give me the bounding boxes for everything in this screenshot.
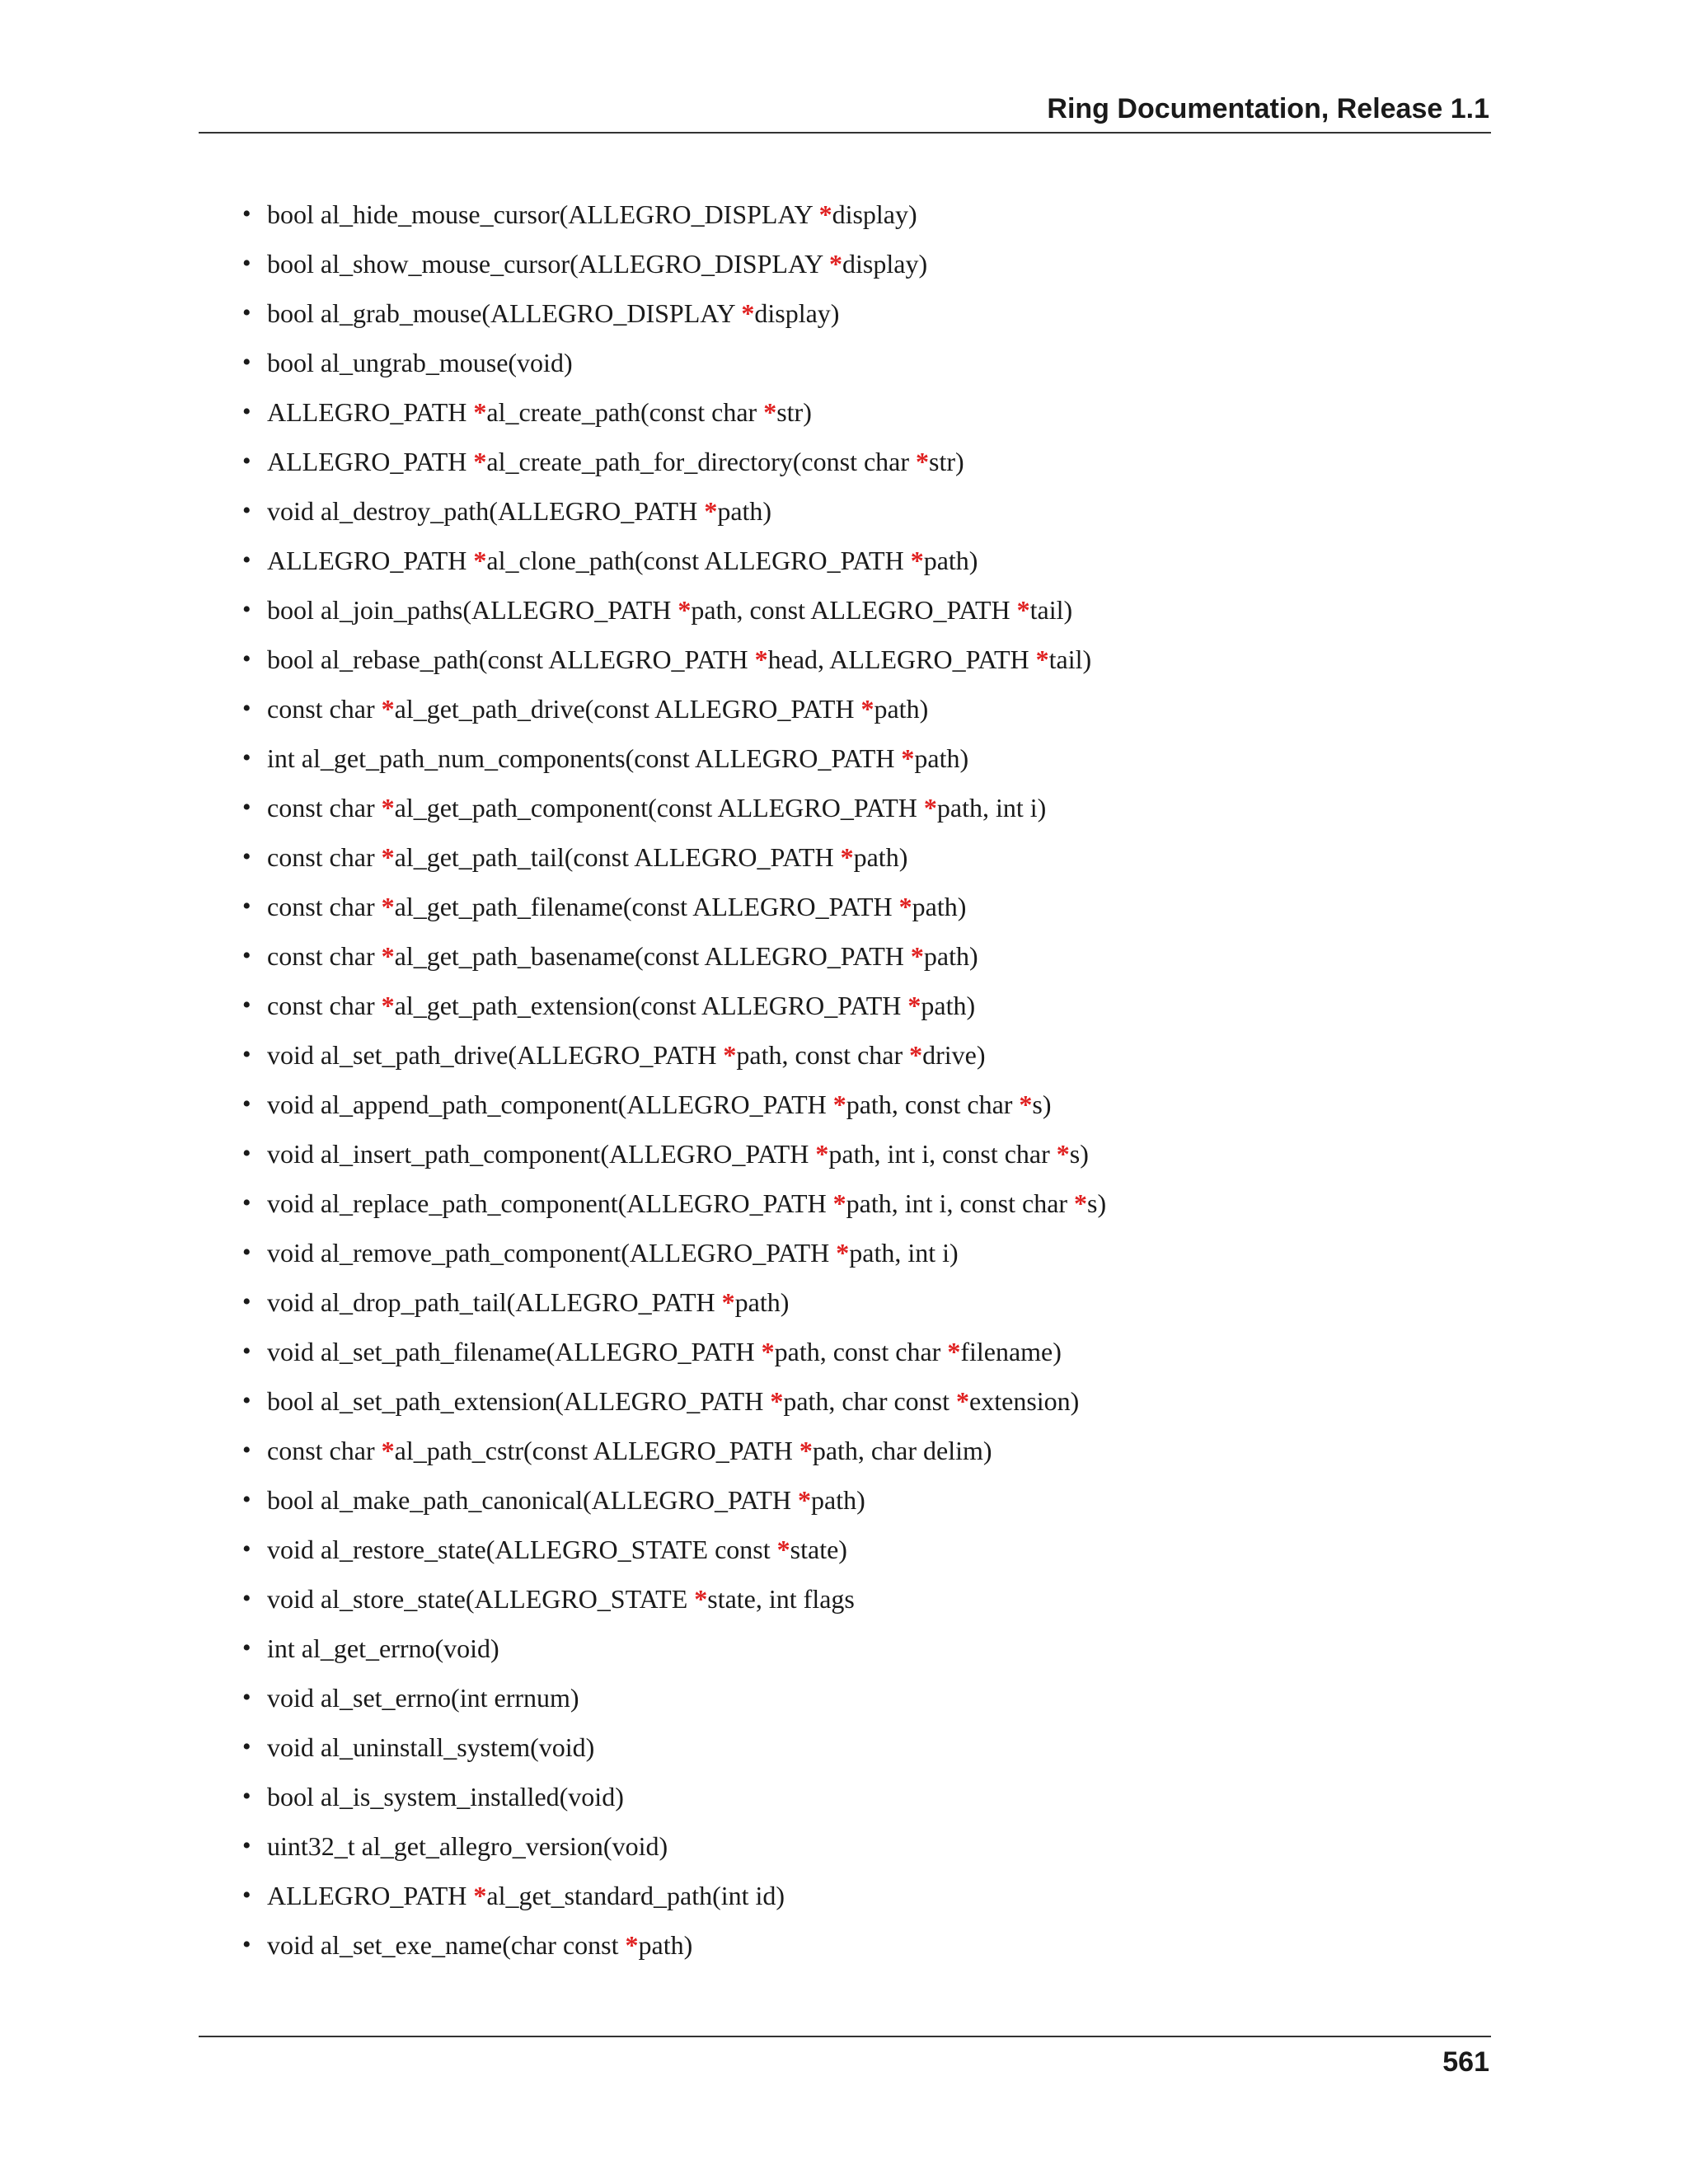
- function-signature: [267, 338, 573, 387]
- function-signature: [267, 1525, 847, 1574]
- pointer-asterisk: *: [678, 595, 692, 625]
- signature-text: al_get_path_tail(const ALLEGRO_PATH: [394, 842, 841, 872]
- bullet-icon: •: [242, 744, 251, 771]
- signature-text: tail): [1029, 595, 1073, 625]
- bullet-icon: •: [242, 546, 251, 574]
- signature-text: void al_uninstall_system(void): [267, 1732, 595, 1762]
- bullet-icon: •: [242, 1733, 251, 1760]
- function-signature: [267, 1277, 789, 1327]
- signature-text: display): [754, 298, 840, 328]
- pointer-asterisk: *: [923, 793, 937, 823]
- signature-text: void al_drop_path_tail(ALLEGRO_PATH: [267, 1287, 722, 1317]
- function-signature: [267, 1327, 1062, 1376]
- pointer-asterisk: *: [832, 1188, 846, 1218]
- signature-text: bool al_make_path_canonical(ALLEGRO_PATH: [267, 1485, 799, 1515]
- pointer-asterisk: *: [829, 249, 843, 279]
- signature-text: al_get_standard_path(int id): [486, 1881, 785, 1910]
- bullet-icon: •: [242, 1931, 251, 1958]
- signature-text: extension): [969, 1386, 1080, 1416]
- bullet-icon: •: [242, 596, 251, 623]
- pointer-asterisk: *: [1019, 1090, 1033, 1119]
- bullet-icon: •: [242, 1634, 251, 1661]
- bullet-icon: •: [242, 695, 251, 722]
- bullet-icon: •: [242, 942, 251, 969]
- signature-text: uint32_t al_get_allegro_version(void): [267, 1831, 668, 1861]
- signature-text: path, int i, const char: [846, 1188, 1075, 1218]
- signature-text: const char: [267, 842, 382, 872]
- signature-text: al_get_path_drive(const ALLEGRO_PATH: [394, 694, 861, 724]
- signature-text: path, int i): [849, 1238, 959, 1268]
- function-signature: [267, 239, 927, 288]
- bullet-icon: •: [242, 250, 251, 277]
- bullet-icon: •: [242, 497, 251, 524]
- pointer-asterisk: *: [704, 496, 718, 526]
- bullet-icon: •: [242, 1041, 251, 1068]
- function-signature: [267, 1624, 499, 1673]
- bullet-icon: •: [242, 1436, 251, 1464]
- pointer-asterisk: *: [916, 447, 930, 476]
- page-header: [199, 92, 1491, 134]
- function-signature: [267, 1821, 668, 1871]
- signature-text: bool al_ungrab_mouse(void): [267, 348, 573, 377]
- signature-text: path): [853, 842, 908, 872]
- function-signature: [267, 1871, 785, 1920]
- signature-text: bool al_grab_mouse(ALLEGRO_DISPLAY: [267, 298, 742, 328]
- bullet-icon: •: [242, 448, 251, 475]
- pointer-asterisk: *: [860, 694, 874, 724]
- signature-text: void al_set_errno(int errnum): [267, 1683, 579, 1713]
- pointer-asterisk: *: [909, 1040, 923, 1070]
- function-signature: [267, 190, 917, 239]
- function-signature: [267, 1376, 1079, 1426]
- signature-text: const char: [267, 892, 382, 921]
- function-signature: [267, 1920, 692, 1970]
- function-signature: [267, 981, 975, 1030]
- signature-text: path): [921, 991, 976, 1020]
- pointer-asterisk: *: [473, 447, 487, 476]
- function-signature: [267, 585, 1072, 635]
- function-signature: [267, 783, 1046, 832]
- signature-text: path): [811, 1485, 865, 1515]
- function-signature: [267, 387, 812, 437]
- signature-text: void al_remove_path_component(ALLEGRO_PATH: [267, 1238, 837, 1268]
- signature-text: bool al_join_paths(ALLEGRO_PATH: [267, 595, 678, 625]
- signature-text: void al_replace_path_component(ALLEGRO_PATH: [267, 1188, 833, 1218]
- signature-text: const char: [267, 793, 382, 823]
- function-signature: [267, 1426, 992, 1475]
- bullet-icon: •: [242, 1832, 251, 1859]
- pointer-asterisk: *: [898, 892, 912, 921]
- bullet-icon: •: [242, 349, 251, 376]
- signature-text: path): [638, 1930, 693, 1960]
- signature-text: al_get_path_basename(const ALLEGRO_PATH: [394, 941, 911, 971]
- pointer-asterisk: *: [956, 1386, 970, 1416]
- pointer-asterisk: *: [381, 941, 395, 971]
- bullet-icon: •: [242, 200, 251, 227]
- bullet-icon: •: [242, 991, 251, 1019]
- signature-text: path): [874, 694, 929, 724]
- signature-text: head, ALLEGRO_PATH: [767, 644, 1036, 674]
- bullet-icon: •: [242, 893, 251, 920]
- function-signature: [267, 1574, 855, 1624]
- signature-text: const char: [267, 1436, 382, 1465]
- pointer-asterisk: *: [832, 1090, 846, 1119]
- signature-text: filename): [960, 1337, 1062, 1366]
- signature-text: path, const char: [736, 1040, 910, 1070]
- signature-text: state, int flags: [707, 1584, 855, 1614]
- pointer-asterisk: *: [1035, 644, 1049, 674]
- pointer-asterisk: *: [754, 644, 768, 674]
- bullet-icon: •: [242, 1090, 251, 1118]
- signature-text: s): [1069, 1139, 1089, 1169]
- pointer-asterisk: *: [473, 1881, 487, 1910]
- bullet-icon: •: [242, 1338, 251, 1365]
- page-number: 561: [1442, 2046, 1489, 2078]
- signature-text: void al_set_path_drive(ALLEGRO_PATH: [267, 1040, 724, 1070]
- function-signature: [267, 1129, 1089, 1179]
- pointer-asterisk: *: [947, 1337, 961, 1366]
- signature-text: path): [734, 1287, 790, 1317]
- signature-text: display): [842, 249, 928, 279]
- signature-text: path): [923, 941, 978, 971]
- pointer-asterisk: *: [381, 991, 395, 1020]
- pointer-asterisk: *: [381, 842, 395, 872]
- signature-text: path, const ALLEGRO_PATH: [691, 595, 1017, 625]
- function-signature: [267, 1030, 986, 1080]
- function-signature: [267, 882, 966, 931]
- function-signature: [267, 635, 1091, 684]
- pointer-asterisk: *: [381, 1436, 395, 1465]
- pointer-asterisk: *: [721, 1287, 735, 1317]
- signature-text: drive): [922, 1040, 986, 1070]
- pointer-asterisk: *: [836, 1238, 850, 1268]
- signature-text: void al_append_path_component(ALLEGRO_PATH: [267, 1090, 833, 1119]
- function-signature: [267, 684, 928, 733]
- signature-text: path, const char: [774, 1337, 948, 1366]
- pointer-asterisk: *: [818, 199, 832, 229]
- pointer-asterisk: *: [473, 546, 487, 575]
- pointer-asterisk: *: [625, 1930, 639, 1960]
- signature-text: path): [923, 546, 978, 575]
- pointer-asterisk: *: [799, 1436, 813, 1465]
- signature-text: al_create_path(const char: [486, 397, 764, 427]
- pointer-asterisk: *: [473, 397, 487, 427]
- bullet-icon: •: [242, 1783, 251, 1810]
- signature-text: al_get_path_component(const ALLEGRO_PATH: [394, 793, 924, 823]
- signature-text: path): [717, 496, 772, 526]
- signature-text: path): [914, 743, 969, 773]
- pointer-asterisk: *: [381, 793, 395, 823]
- function-signature: [267, 1475, 865, 1525]
- signature-text: state): [790, 1535, 847, 1564]
- bullet-icon: •: [242, 1239, 251, 1266]
- signature-text: void al_insert_path_component(ALLEGRO_PATH: [267, 1139, 816, 1169]
- function-signature: [267, 437, 964, 486]
- signature-text: tail): [1048, 644, 1092, 674]
- signature-text: al_create_path_for_directory(const char: [486, 447, 917, 476]
- signature-text: al_get_path_filename(const ALLEGRO_PATH: [394, 892, 899, 921]
- bullet-icon: •: [242, 645, 251, 673]
- signature-text: path, const char: [846, 1090, 1020, 1119]
- signature-text: const char: [267, 941, 382, 971]
- signature-text: str): [776, 397, 812, 427]
- signature-text: display): [832, 199, 917, 229]
- bullet-icon: •: [242, 1535, 251, 1563]
- pointer-asterisk: *: [770, 1386, 784, 1416]
- bullet-icon: •: [242, 1387, 251, 1414]
- pointer-asterisk: *: [723, 1040, 737, 1070]
- pointer-asterisk: *: [776, 1535, 790, 1564]
- function-signature: [267, 1228, 959, 1277]
- signature-text: ALLEGRO_PATH: [267, 1881, 474, 1910]
- signature-text: str): [929, 447, 964, 476]
- function-signature: [267, 1772, 624, 1821]
- signature-text: s): [1032, 1090, 1052, 1119]
- pointer-asterisk: *: [910, 546, 924, 575]
- document-title: Ring Documentation, Release 1.1: [1047, 93, 1489, 124]
- function-signature: [267, 931, 978, 981]
- signature-text: void al_store_state(ALLEGRO_STATE: [267, 1584, 695, 1614]
- signature-text: path, char delim): [812, 1436, 992, 1465]
- function-signature: [267, 486, 771, 536]
- pointer-asterisk: *: [761, 1337, 775, 1366]
- bullet-icon: •: [242, 299, 251, 326]
- pointer-asterisk: *: [907, 991, 921, 1020]
- bullet-icon: •: [242, 1189, 251, 1216]
- signature-text: al_get_path_extension(const ALLEGRO_PATH: [394, 991, 908, 1020]
- signature-text: bool al_set_path_extension(ALLEGRO_PATH: [267, 1386, 771, 1416]
- signature-text: const char: [267, 694, 382, 724]
- bullet-icon: •: [242, 1585, 251, 1612]
- signature-text: path): [912, 892, 967, 921]
- pointer-asterisk: *: [381, 694, 395, 724]
- bullet-icon: •: [242, 1684, 251, 1711]
- signature-text: void al_set_path_filename(ALLEGRO_PATH: [267, 1337, 762, 1366]
- signature-text: s): [1087, 1188, 1107, 1218]
- signature-text: const char: [267, 991, 382, 1020]
- signature-text: bool al_is_system_installed(void): [267, 1782, 624, 1811]
- pointer-asterisk: *: [694, 1584, 708, 1614]
- function-signature: [267, 288, 839, 338]
- bullet-icon: •: [242, 794, 251, 821]
- signature-text: bool al_hide_mouse_cursor(ALLEGRO_DISPLAY: [267, 199, 819, 229]
- pointer-asterisk: *: [1016, 595, 1030, 625]
- function-signature: [267, 832, 907, 882]
- signature-text: void al_restore_state(ALLEGRO_STATE const: [267, 1535, 777, 1564]
- signature-text: path, char const: [783, 1386, 957, 1416]
- footer-rule: [199, 2036, 1491, 2037]
- signature-text: bool al_show_mouse_cursor(ALLEGRO_DISPLAY: [267, 249, 830, 279]
- pointer-asterisk: *: [763, 397, 777, 427]
- bullet-icon: •: [242, 1486, 251, 1513]
- pointer-asterisk: *: [381, 892, 395, 921]
- function-signature: [267, 1722, 594, 1772]
- pointer-asterisk: *: [741, 298, 755, 328]
- function-signature: [267, 733, 968, 783]
- signature-text: void al_set_exe_name(char const: [267, 1930, 626, 1960]
- signature-text: al_clone_path(const ALLEGRO_PATH: [486, 546, 911, 575]
- signature-text: int al_get_path_num_components(const ALLEGRO_PATH: [267, 743, 902, 773]
- bullet-icon: •: [242, 398, 251, 425]
- function-signature: [267, 1179, 1106, 1228]
- signature-text: path, int i): [936, 793, 1047, 823]
- signature-text: int al_get_errno(void): [267, 1633, 499, 1663]
- signature-text: void al_destroy_path(ALLEGRO_PATH: [267, 496, 705, 526]
- pointer-asterisk: *: [1056, 1139, 1070, 1169]
- signature-text: bool al_rebase_path(const ALLEGRO_PATH: [267, 644, 755, 674]
- pointer-asterisk: *: [901, 743, 915, 773]
- signature-text: path, int i, const char: [828, 1139, 1057, 1169]
- bullet-icon: •: [242, 1140, 251, 1167]
- pointer-asterisk: *: [910, 941, 924, 971]
- pointer-asterisk: *: [840, 842, 854, 872]
- pointer-asterisk: *: [798, 1485, 812, 1515]
- pointer-asterisk: *: [1074, 1188, 1088, 1218]
- bullet-icon: •: [242, 1288, 251, 1315]
- signature-text: ALLEGRO_PATH: [267, 546, 474, 575]
- pointer-asterisk: *: [815, 1139, 829, 1169]
- function-signature: [267, 536, 978, 585]
- function-signature: [267, 1673, 579, 1722]
- signature-text: al_path_cstr(const ALLEGRO_PATH: [394, 1436, 799, 1465]
- function-signature: [267, 1080, 1052, 1129]
- bullet-icon: •: [242, 1882, 251, 1909]
- signature-text: ALLEGRO_PATH: [267, 447, 474, 476]
- signature-text: ALLEGRO_PATH: [267, 397, 474, 427]
- bullet-icon: •: [242, 843, 251, 870]
